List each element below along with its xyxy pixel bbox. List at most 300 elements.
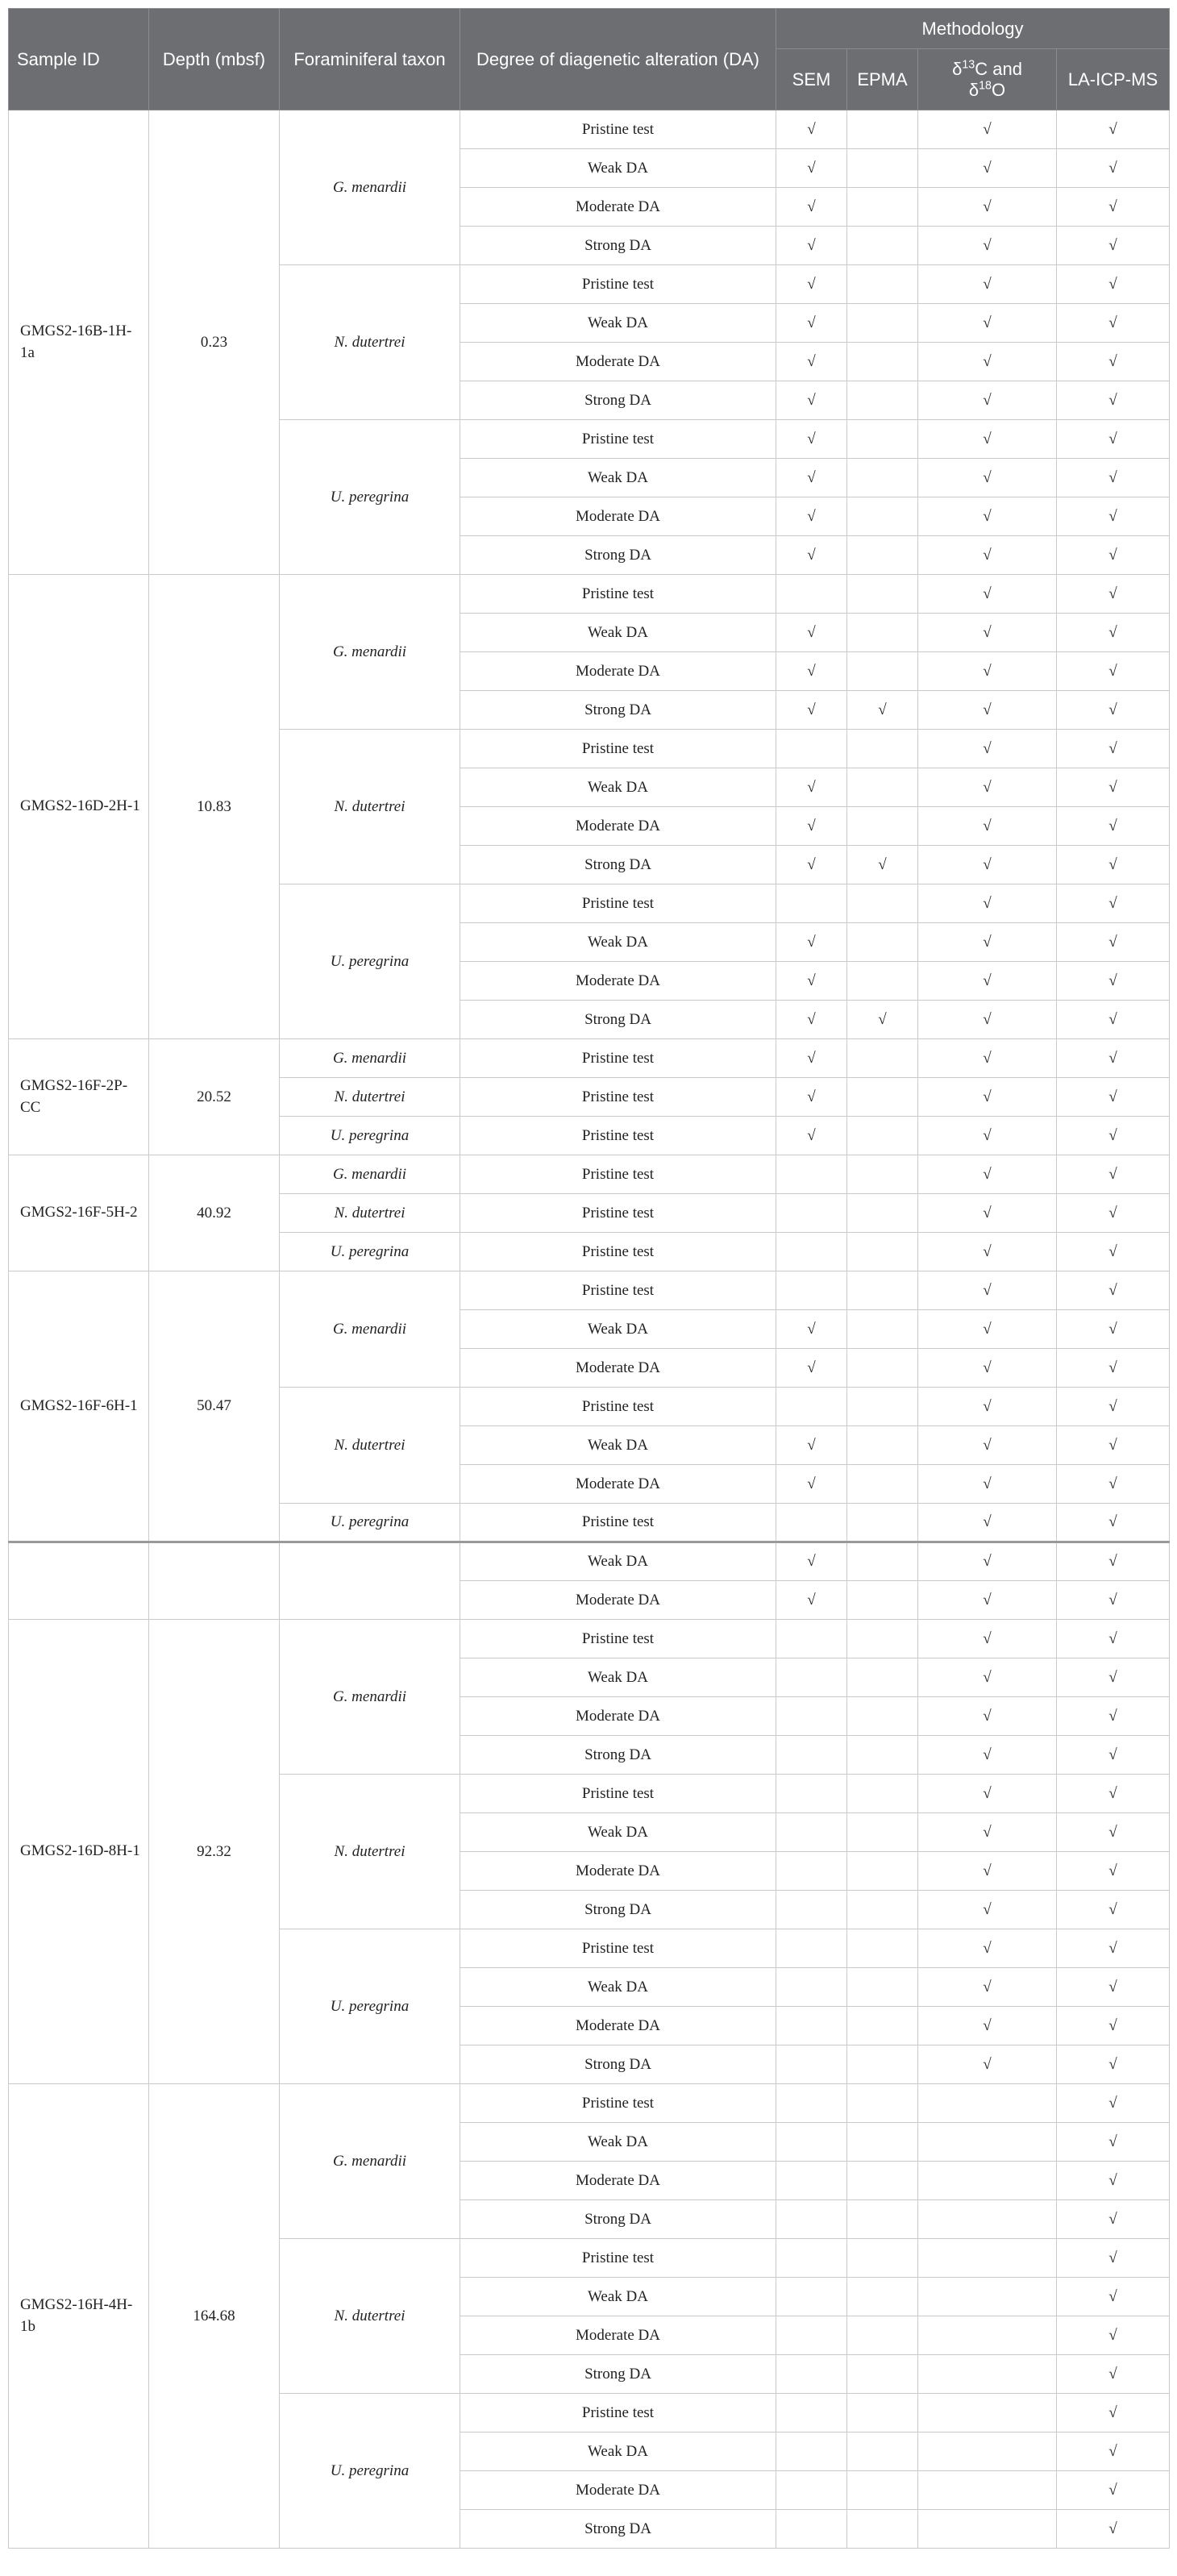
header-isotopes-delta-o: δ	[968, 79, 979, 100]
iso-check-cell: √	[918, 1775, 1057, 1813]
iso-check-cell: √	[918, 1155, 1057, 1194]
epma-check-cell	[847, 2316, 918, 2355]
alteration-cell: Weak DA	[460, 1968, 776, 2007]
epma-check-cell	[847, 1310, 918, 1349]
taxon-cell: G. menardii	[280, 575, 460, 730]
alteration-cell: Pristine test	[460, 2239, 776, 2278]
sem-check-cell: √	[776, 149, 847, 188]
la-check-cell: √	[1057, 1929, 1170, 1968]
alteration-cell: Pristine test	[460, 1271, 776, 1310]
alteration-cell: Strong DA	[460, 536, 776, 575]
taxon-cell: G. menardii	[280, 1620, 460, 1775]
epma-check-cell	[847, 652, 918, 691]
epma-check-cell	[847, 2123, 918, 2162]
sample-id-cell: GMGS2-16F-5H-2	[9, 1155, 149, 1271]
table-row	[9, 1620, 1170, 1658]
alteration-cell: Moderate DA	[460, 2316, 776, 2355]
iso-check-cell: √	[918, 614, 1057, 652]
taxon-cell: N. dutertrei	[280, 1194, 460, 1233]
sem-check-cell: √	[776, 1078, 847, 1117]
iso-check-cell: √	[918, 1736, 1057, 1775]
iso-check-cell: √	[918, 1504, 1057, 1542]
alteration-cell: Weak DA	[460, 149, 776, 188]
iso-check-cell: √	[918, 1271, 1057, 1310]
alteration-cell: Pristine test	[460, 884, 776, 923]
alteration-cell: Strong DA	[460, 1891, 776, 1929]
taxon-cell	[280, 1542, 460, 1620]
alteration-cell: Moderate DA	[460, 1465, 776, 1504]
epma-check-cell	[847, 1968, 918, 2007]
epma-check-cell: √	[847, 846, 918, 884]
iso-check-cell: √	[918, 1117, 1057, 1155]
epma-check-cell	[847, 1233, 918, 1271]
la-check-cell: √	[1057, 1310, 1170, 1349]
taxon-cell: N. dutertrei	[280, 1775, 460, 1929]
iso-check-cell: √	[918, 575, 1057, 614]
depth-cell: 10.83	[149, 575, 280, 1039]
la-check-cell: √	[1057, 1736, 1170, 1775]
sem-check-cell	[776, 1891, 847, 1929]
header-epma: EPMA	[847, 49, 918, 110]
iso-check-cell: √	[918, 536, 1057, 575]
methodology-table	[8, 8, 1170, 2549]
iso-check-cell: √	[918, 1194, 1057, 1233]
epma-check-cell	[847, 730, 918, 768]
header-diagenetic-alteration: Degree of diagenetic alteration (DA)	[460, 9, 776, 110]
alteration-cell: Moderate DA	[460, 1697, 776, 1736]
sem-check-cell	[776, 1697, 847, 1736]
alteration-cell: Strong DA	[460, 1736, 776, 1775]
header-isotopes	[918, 49, 1057, 110]
taxon-cell: G. menardii	[280, 2084, 460, 2239]
alteration-cell: Strong DA	[460, 381, 776, 420]
la-check-cell: √	[1057, 1542, 1170, 1581]
epma-check-cell	[847, 1078, 918, 1117]
sem-check-cell	[776, 1271, 847, 1310]
la-check-cell: √	[1057, 1504, 1170, 1542]
sem-check-cell	[776, 2200, 847, 2239]
depth-cell: 40.92	[149, 1155, 280, 1271]
iso-check-cell: √	[918, 1697, 1057, 1736]
iso-check-cell	[918, 2510, 1057, 2549]
alteration-cell: Moderate DA	[460, 343, 776, 381]
la-check-cell: √	[1057, 1852, 1170, 1891]
iso-check-cell: √	[918, 807, 1057, 846]
epma-check-cell	[847, 1929, 918, 1968]
taxon-cell: U. peregrina	[280, 1929, 460, 2084]
iso-check-cell: √	[918, 381, 1057, 420]
taxon-cell: N. dutertrei	[280, 1388, 460, 1504]
taxon-cell: U. peregrina	[280, 1504, 460, 1542]
epma-check-cell	[847, 807, 918, 846]
epma-check-cell	[847, 1620, 918, 1658]
sem-check-cell	[776, 2432, 847, 2471]
alteration-cell: Pristine test	[460, 1504, 776, 1542]
alteration-cell: Moderate DA	[460, 1852, 776, 1891]
la-check-cell: √	[1057, 1891, 1170, 1929]
epma-check-cell	[847, 2045, 918, 2084]
epma-check-cell: √	[847, 691, 918, 730]
taxon-cell: N. dutertrei	[280, 730, 460, 884]
iso-check-cell: √	[918, 923, 1057, 962]
la-check-cell: √	[1057, 2045, 1170, 2084]
depth-cell: 164.68	[149, 2084, 280, 2549]
sem-check-cell	[776, 1813, 847, 1852]
taxon-cell: U. peregrina	[280, 1117, 460, 1155]
epma-check-cell	[847, 227, 918, 265]
epma-check-cell	[847, 768, 918, 807]
sem-check-cell	[776, 2162, 847, 2200]
depth-cell: 20.52	[149, 1039, 280, 1155]
sem-check-cell	[776, 730, 847, 768]
la-check-cell: √	[1057, 2162, 1170, 2200]
sem-check-cell	[776, 2510, 847, 2549]
header-depth: Depth (mbsf)	[149, 9, 280, 110]
iso-check-cell	[918, 2123, 1057, 2162]
sem-check-cell	[776, 2394, 847, 2432]
iso-check-cell: √	[918, 2007, 1057, 2045]
sem-check-cell	[776, 1504, 847, 1542]
alteration-cell: Weak DA	[460, 2278, 776, 2316]
sample-id-cell	[9, 1542, 149, 1620]
sem-check-cell	[776, 1929, 847, 1968]
epma-check-cell	[847, 2007, 918, 2045]
sample-id-cell: GMGS2-16F-6H-1	[9, 1271, 149, 1542]
alteration-cell: Strong DA	[460, 227, 776, 265]
iso-check-cell: √	[918, 884, 1057, 923]
epma-check-cell	[847, 1504, 918, 1542]
iso-check-cell	[918, 2432, 1057, 2471]
epma-check-cell	[847, 1658, 918, 1697]
iso-check-cell: √	[918, 1039, 1057, 1078]
epma-check-cell	[847, 2355, 918, 2394]
iso-check-cell	[918, 2355, 1057, 2394]
sem-check-cell: √	[776, 536, 847, 575]
epma-check-cell	[847, 1852, 918, 1891]
alteration-cell: Pristine test	[460, 1078, 776, 1117]
depth-cell	[149, 1542, 280, 1620]
header-isotopes-c-and: C and	[975, 59, 1022, 80]
alteration-cell: Pristine test	[460, 110, 776, 149]
header-isotopes-delta-c: δ	[952, 59, 963, 80]
sem-check-cell	[776, 575, 847, 614]
la-check-cell: √	[1057, 730, 1170, 768]
sem-check-cell: √	[776, 807, 847, 846]
taxon-cell: N. dutertrei	[280, 1078, 460, 1117]
sem-check-cell	[776, 1388, 847, 1426]
alteration-cell: Pristine test	[460, 730, 776, 768]
epma-check-cell	[847, 1775, 918, 1813]
epma-check-cell	[847, 2432, 918, 2471]
la-check-cell: √	[1057, 652, 1170, 691]
iso-check-cell: √	[918, 149, 1057, 188]
sem-check-cell	[776, 2278, 847, 2316]
la-check-cell: √	[1057, 1620, 1170, 1658]
epma-check-cell	[847, 1697, 918, 1736]
sem-check-cell: √	[776, 1310, 847, 1349]
epma-check-cell	[847, 304, 918, 343]
alteration-cell: Weak DA	[460, 768, 776, 807]
la-check-cell: √	[1057, 2394, 1170, 2432]
depth-cell: 92.32	[149, 1620, 280, 2084]
alteration-cell: Weak DA	[460, 2123, 776, 2162]
epma-check-cell	[847, 2084, 918, 2123]
la-check-cell: √	[1057, 2123, 1170, 2162]
alteration-cell: Pristine test	[460, 2084, 776, 2123]
la-check-cell: √	[1057, 2084, 1170, 2123]
la-check-cell: √	[1057, 1426, 1170, 1465]
taxon-cell: G. menardii	[280, 1039, 460, 1078]
epma-check-cell	[847, 110, 918, 149]
epma-check-cell	[847, 1542, 918, 1581]
sem-check-cell: √	[776, 1426, 847, 1465]
table-row	[9, 1542, 1170, 1581]
sem-check-cell: √	[776, 768, 847, 807]
alteration-cell: Moderate DA	[460, 1581, 776, 1620]
sample-id-cell: GMGS2-16D-2H-1	[9, 575, 149, 1039]
iso-check-cell: √	[918, 1929, 1057, 1968]
sem-check-cell	[776, 1155, 847, 1194]
alteration-cell: Pristine test	[460, 1155, 776, 1194]
la-check-cell: √	[1057, 846, 1170, 884]
epma-check-cell	[847, 1891, 918, 1929]
la-check-cell: √	[1057, 420, 1170, 459]
la-check-cell: √	[1057, 1465, 1170, 1504]
sem-check-cell	[776, 2007, 847, 2045]
iso-check-cell: √	[918, 1891, 1057, 1929]
iso-check-cell: √	[918, 730, 1057, 768]
epma-check-cell	[847, 1465, 918, 1504]
sem-check-cell	[776, 1736, 847, 1775]
alteration-cell: Pristine test	[460, 2394, 776, 2432]
epma-check-cell	[847, 381, 918, 420]
la-check-cell: √	[1057, 1775, 1170, 1813]
la-check-cell: √	[1057, 1039, 1170, 1078]
sem-check-cell: √	[776, 1581, 847, 1620]
la-check-cell: √	[1057, 2510, 1170, 2549]
alteration-cell: Pristine test	[460, 1039, 776, 1078]
la-check-cell: √	[1057, 381, 1170, 420]
la-check-cell: √	[1057, 2355, 1170, 2394]
alteration-cell: Weak DA	[460, 1310, 776, 1349]
iso-check-cell: √	[918, 691, 1057, 730]
sem-check-cell	[776, 1233, 847, 1271]
alteration-cell: Moderate DA	[460, 1349, 776, 1388]
sem-check-cell: √	[776, 110, 847, 149]
epma-check-cell	[847, 1039, 918, 1078]
alteration-cell: Pristine test	[460, 1233, 776, 1271]
epma-check-cell	[847, 1581, 918, 1620]
sem-check-cell	[776, 2239, 847, 2278]
header-isotopes-18: 18	[979, 79, 992, 93]
iso-check-cell: √	[918, 1620, 1057, 1658]
la-check-cell: √	[1057, 227, 1170, 265]
iso-check-cell	[918, 2239, 1057, 2278]
la-check-cell: √	[1057, 1581, 1170, 1620]
table-row	[9, 1155, 1170, 1194]
alteration-cell: Moderate DA	[460, 188, 776, 227]
sem-check-cell: √	[776, 459, 847, 497]
sem-check-cell	[776, 1194, 847, 1233]
taxon-cell: G. menardii	[280, 1155, 460, 1194]
iso-check-cell: √	[918, 459, 1057, 497]
iso-check-cell: √	[918, 1852, 1057, 1891]
epma-check-cell	[847, 1736, 918, 1775]
alteration-cell: Pristine test	[460, 420, 776, 459]
la-check-cell: √	[1057, 884, 1170, 923]
alteration-cell: Pristine test	[460, 1388, 776, 1426]
table-row	[9, 575, 1170, 614]
alteration-cell: Pristine test	[460, 1194, 776, 1233]
alteration-cell: Weak DA	[460, 1813, 776, 1852]
epma-check-cell	[847, 265, 918, 304]
la-check-cell: √	[1057, 2278, 1170, 2316]
iso-check-cell: √	[918, 1349, 1057, 1388]
epma-check-cell	[847, 536, 918, 575]
sem-check-cell	[776, 1968, 847, 2007]
sem-check-cell: √	[776, 846, 847, 884]
epma-check-cell	[847, 962, 918, 1001]
alteration-cell: Moderate DA	[460, 652, 776, 691]
iso-check-cell: √	[918, 1813, 1057, 1852]
depth-cell: 0.23	[149, 110, 280, 575]
sem-check-cell	[776, 2471, 847, 2510]
iso-check-cell: √	[918, 1658, 1057, 1697]
alteration-cell: Moderate DA	[460, 2162, 776, 2200]
table-row	[9, 1039, 1170, 1078]
epma-check-cell	[847, 420, 918, 459]
header-sem: SEM	[776, 49, 847, 110]
la-check-cell: √	[1057, 807, 1170, 846]
sem-check-cell	[776, 2355, 847, 2394]
la-check-cell: √	[1057, 536, 1170, 575]
epma-check-cell	[847, 2510, 918, 2549]
iso-check-cell	[918, 2394, 1057, 2432]
la-check-cell: √	[1057, 768, 1170, 807]
alteration-cell: Moderate DA	[460, 807, 776, 846]
sem-check-cell	[776, 2123, 847, 2162]
iso-check-cell: √	[918, 2045, 1057, 2084]
taxon-cell: G. menardii	[280, 1271, 460, 1388]
sem-check-cell: √	[776, 614, 847, 652]
sem-check-cell	[776, 2316, 847, 2355]
la-check-cell: √	[1057, 962, 1170, 1001]
depth-cell: 50.47	[149, 1271, 280, 1542]
iso-check-cell: √	[918, 1233, 1057, 1271]
la-check-cell: √	[1057, 1968, 1170, 2007]
sem-check-cell: √	[776, 1542, 847, 1581]
alteration-cell: Pristine test	[460, 1620, 776, 1658]
table-body	[9, 110, 1170, 2549]
epma-check-cell	[847, 923, 918, 962]
la-check-cell: √	[1057, 1813, 1170, 1852]
iso-check-cell	[918, 2278, 1057, 2316]
la-check-cell: √	[1057, 304, 1170, 343]
iso-check-cell: √	[918, 1426, 1057, 1465]
sem-check-cell: √	[776, 343, 847, 381]
la-check-cell: √	[1057, 691, 1170, 730]
alteration-cell: Pristine test	[460, 1775, 776, 1813]
alteration-cell: Weak DA	[460, 2432, 776, 2471]
iso-check-cell: √	[918, 1581, 1057, 1620]
sem-check-cell: √	[776, 691, 847, 730]
alteration-cell: Strong DA	[460, 846, 776, 884]
la-check-cell: √	[1057, 1078, 1170, 1117]
iso-check-cell: √	[918, 768, 1057, 807]
taxon-cell: G. menardii	[280, 110, 460, 265]
la-check-cell: √	[1057, 2007, 1170, 2045]
la-check-cell: √	[1057, 1349, 1170, 1388]
la-check-cell: √	[1057, 1155, 1170, 1194]
sem-check-cell: √	[776, 497, 847, 536]
la-check-cell: √	[1057, 923, 1170, 962]
epma-check-cell	[847, 2162, 918, 2200]
sem-check-cell: √	[776, 188, 847, 227]
taxon-cell: U. peregrina	[280, 1233, 460, 1271]
la-check-cell: √	[1057, 2432, 1170, 2471]
alteration-cell: Weak DA	[460, 304, 776, 343]
alteration-cell: Strong DA	[460, 2510, 776, 2549]
sem-check-cell: √	[776, 265, 847, 304]
iso-check-cell	[918, 2162, 1057, 2200]
taxon-cell: N. dutertrei	[280, 2239, 460, 2394]
iso-check-cell: √	[918, 1001, 1057, 1039]
sem-check-cell: √	[776, 1001, 847, 1039]
iso-check-cell: √	[918, 1388, 1057, 1426]
la-check-cell: √	[1057, 1271, 1170, 1310]
epma-check-cell	[847, 2471, 918, 2510]
epma-check-cell	[847, 2394, 918, 2432]
alteration-cell: Weak DA	[460, 923, 776, 962]
iso-check-cell: √	[918, 497, 1057, 536]
epma-check-cell	[847, 188, 918, 227]
epma-check-cell	[847, 2200, 918, 2239]
iso-check-cell: √	[918, 1078, 1057, 1117]
la-check-cell: √	[1057, 1001, 1170, 1039]
la-check-cell: √	[1057, 110, 1170, 149]
table-row	[9, 2084, 1170, 2123]
alteration-cell: Moderate DA	[460, 2007, 776, 2045]
sem-check-cell: √	[776, 304, 847, 343]
sem-check-cell	[776, 1620, 847, 1658]
iso-check-cell	[918, 2471, 1057, 2510]
la-check-cell: √	[1057, 1233, 1170, 1271]
header-taxon: Foraminiferal taxon	[280, 9, 460, 110]
alteration-cell: Pristine test	[460, 1117, 776, 1155]
taxon-cell: N. dutertrei	[280, 265, 460, 420]
taxon-cell: U. peregrina	[280, 420, 460, 575]
iso-check-cell: √	[918, 343, 1057, 381]
alteration-cell: Weak DA	[460, 1658, 776, 1697]
table-row	[9, 110, 1170, 149]
sem-check-cell: √	[776, 1349, 847, 1388]
epma-check-cell	[847, 884, 918, 923]
sample-id-cell: GMGS2-16B-1H-1a	[9, 110, 149, 575]
iso-check-cell: √	[918, 1542, 1057, 1581]
alteration-cell: Strong DA	[460, 2200, 776, 2239]
table-row	[9, 1271, 1170, 1310]
alteration-cell: Strong DA	[460, 2045, 776, 2084]
alteration-cell: Strong DA	[460, 691, 776, 730]
epma-check-cell	[847, 2239, 918, 2278]
la-check-cell: √	[1057, 497, 1170, 536]
sem-check-cell	[776, 1852, 847, 1891]
epma-check-cell	[847, 1349, 918, 1388]
iso-check-cell: √	[918, 227, 1057, 265]
epma-check-cell	[847, 1271, 918, 1310]
la-check-cell: √	[1057, 188, 1170, 227]
la-check-cell: √	[1057, 1194, 1170, 1233]
